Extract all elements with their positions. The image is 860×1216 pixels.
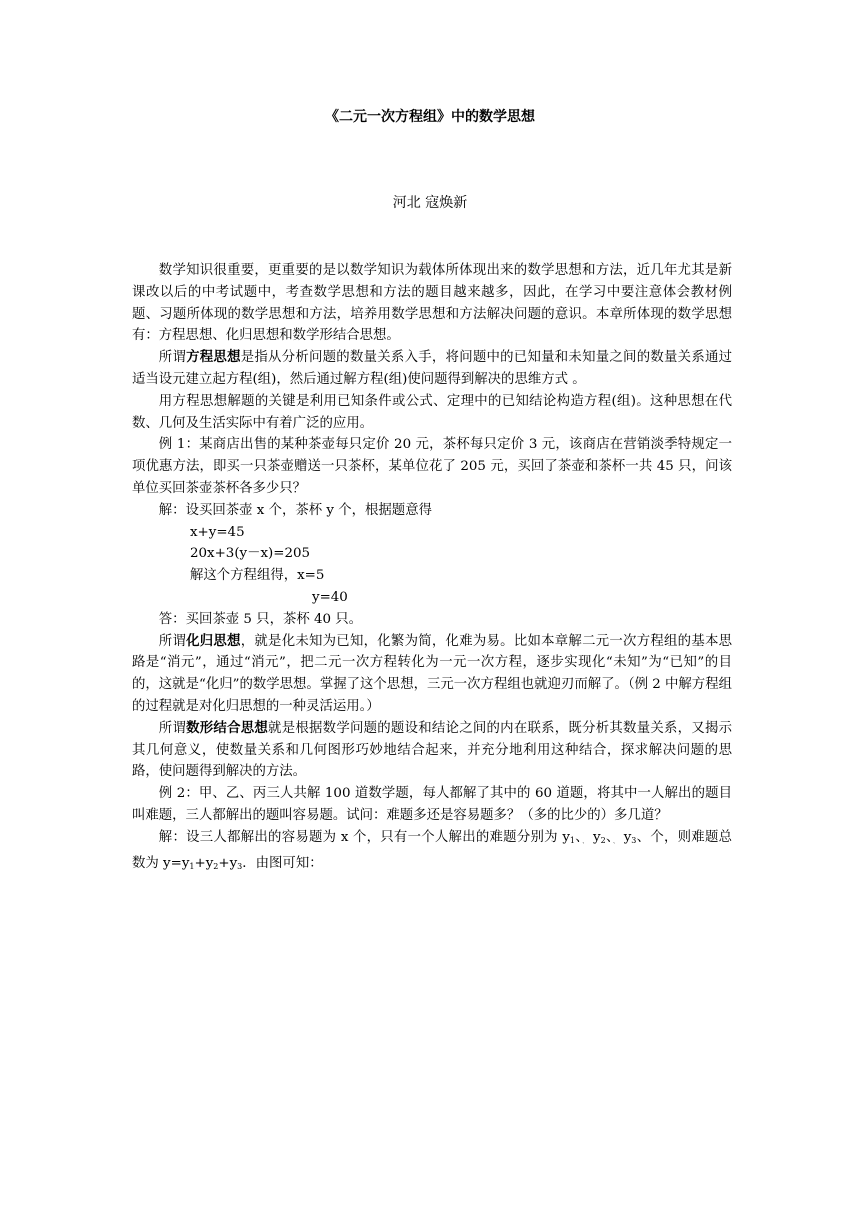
equation-2: 20x+3(y－x)=205 xyxy=(190,546,311,562)
paragraph-example-1: 例 1：某商店出售的某种茶壶每只定价 20 元，茶杯每只定价 3 元，该商店在营销淡季特规定一项优惠方法，即买一只茶壶赠送一只茶杯，某单位花了 205 元，买回了茶壶和茶杯一共 45 只，问该单位买回茶壶茶杯各多少只？ xyxy=(132,437,732,496)
paragraph-intro: 数学知识很重要，更重要的是以数学知识为载体所体现出来的数学思想和方法，近几年尤其是新课改以后的中考试题中，考查数学思想和方法的题目越来越多，因此，在学习中要注意体会教材例题、习题所体现的数学思想和方法，培养用数学思想和方法解决问题的意识。本章所体现的数学思想有：方程思想、化归思想和数学形结合思想。 xyxy=(132,263,732,344)
paragraph-equation-key: 用方程思想解题的关键是利用已知条件或公式、定理中的已知结论构造方程(组)。这种思想在代数、几何及生活实际中有着广泛的应用。 xyxy=(132,393,732,431)
subscript: 3 xyxy=(237,861,243,871)
paragraph-example-2: 例 2：甲、乙、丙三人共解 100 道数学题，每人都解了其中的 60 道题，将其中一人解出的题目叫难题，三人都解出的题叫容易题。试问：难题多还是容易题多？（多的比少的）多几道？ xyxy=(132,786,732,823)
text: 、 xyxy=(574,829,583,845)
term-equation-thinking: 方程思想 xyxy=(186,349,241,366)
paragraph-answer-1: 答：买回茶壶 5 只，茶杯 40 只。 xyxy=(158,611,363,627)
paragraph-number-shape-thinking xyxy=(132,718,732,783)
subscript: 2 xyxy=(213,861,219,871)
text: 就是根据数学问题的题设和结论之间的内在联系，既分析其数量关系，又揭示其几何意义，使数量关系和几何图形巧妙地结合起来，并充分地利用这种结合，探求解决问题的思路，使问题得到解决的方法。 xyxy=(132,720,733,780)
text: 所谓 xyxy=(158,350,187,366)
equation-solution-y: y=40 xyxy=(312,589,348,605)
subscript: 1 xyxy=(569,835,575,845)
text: ．由图可知： xyxy=(242,855,323,871)
subscript: 2 xyxy=(600,835,606,845)
text: 所谓 xyxy=(158,720,187,736)
text: 、个，则难题总数为 y=y xyxy=(132,829,732,871)
text: +y xyxy=(218,855,238,871)
paragraph-solution-1: 解：设买回茶壶 x 个，茶杯 y 个，根据题意得 xyxy=(158,502,432,518)
paragraph-reduction-thinking xyxy=(132,631,732,718)
subscript: 1 xyxy=(189,861,195,871)
text: 、 xyxy=(605,829,613,845)
paragraph-solution-2 xyxy=(132,827,732,875)
text: 所谓 xyxy=(158,633,187,649)
text: 是指从分析问题的数量关系入手，将问题中的已知量和未知量之间的数量关系通过适当设元建立起方程(组)，然后通过解方程(组)使问题得到解决的思维方式 。 xyxy=(132,350,733,387)
text: 、 xyxy=(612,837,620,845)
document-title: 《二元一次方程组》中的数学思想 xyxy=(325,109,535,125)
text: 解：设三人都解出的容易题为 x 个，只有一个人解出的难题分别为 y xyxy=(158,829,570,845)
paragraph-equation-thinking xyxy=(132,347,732,391)
term-reduction-thinking: 化归思想 xyxy=(186,632,241,649)
subscript: 3 xyxy=(631,835,637,845)
text: 、 xyxy=(582,837,589,845)
text: +y xyxy=(194,855,214,871)
equation-solution-x: 解这个方程组得，x=5 xyxy=(190,568,325,584)
text: ，就是化未知为已知，化繁为简，化难为易。比如本章解二元一次方程组的基本思路是“消元”，通过“消元”，把二元一次方程转化为一元一次方程，逐步实现化“未知”为“已知”的目的，这就是“化归”的数学思想。掌握了这个思想，三元一次方程组也就迎刃而解了。（例 2 中解方程组的过程就是对化归思想的一种灵活运用。） xyxy=(132,633,733,714)
term-number-shape-thinking: 数形结合思想 xyxy=(186,719,269,736)
text: y xyxy=(619,829,632,845)
text: y xyxy=(588,829,601,845)
document-body xyxy=(132,260,732,874)
document-author: 河北 寇焕新 xyxy=(392,195,468,211)
equation-1: x+y=45 xyxy=(190,524,245,540)
